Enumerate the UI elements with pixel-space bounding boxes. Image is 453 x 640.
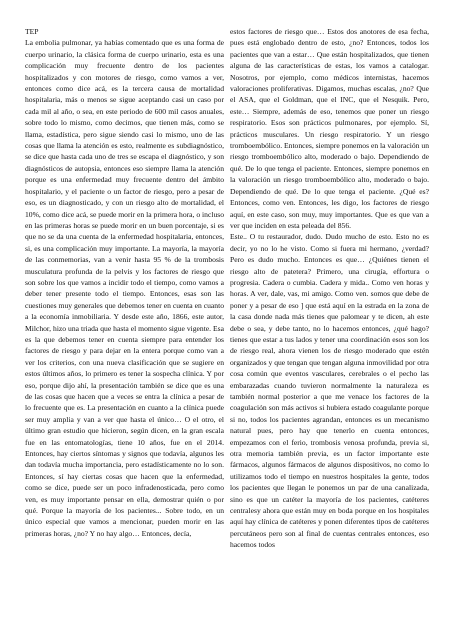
right-column bbox=[230, 26, 429, 551]
right-column-text: estos factores de riesgo que… Estos dos anotores de esa fecha, pues está englobado dentro de esto, ¿no? Entonces, todos los pacientes que van a estar… Que están hospitalizados, que tienen alguna de las características de estas, los vamos a catalogar. Nosotros, por ejemplo, como médicos internistas, hacemos valoraciones proliferativas. Digamos, muchas escalas, ¿no? Que el ASA, que el Goldman, que el INC, que el Nesquik. Pero, este… Siempre, además de eso, tenemos que poner un riesgo respiratorio. Esos son prácticos pulmonares, por ejemplo. Sí, prácticos musculares. Un riesgo respiratorio. Y un riesgo tromboembólico. Entonces, siempre ponemos en la valoración un riesgo tromboembólico alto, moderado o bajo. Dependiendo de qué. De lo que tenga el paciente. Entonces, siempre ponemos en la valoración un riesgo tromboembólico alto, moderado o bajo. Dependiendo de qué. De lo que tenga el paciente. ¿Qué es? Entonces, como ven. Entonces, les digo, los factores de riesgo aquí, en este caso, son muy, muy importantes. Que es que van a ver que inciden en esta peleada del 856. Este.. O tu restaurador, dudo. Dudo mucho de esto. Esto no es decir, yo no lo he visto. Como si fuera mi hermano, ¿verdad? Pero es dudo mucho. Entonces es que… ¿Quiénes tienen el riesgo alto de patetera? Primero, una cirugía, effortura o progresia. Cadera o cumbia. Cadera y mida.. Como ven horas y horas. A ver, dale, vas, mi amigo. Como ven. somos que debe de poner y a pesar de eso ] que está aquí en la estrada en la zona de la casa donde nada más tienes que palomear y te dicen, ah este debe o sea, y debe tanto, no lo hacemos entonces, ¿qué hago? tienes que estar a tus lados y tener una coordinación esos son los de riesgo real, ahora vienen los de riesgo moderado que estén organizados y que tengan que tengan alguna inmovilidad por otra cosa común que eventos vasculares, cerebrales o el pecho las embarazadas cuando tuvieron normalmente la naturaleza es también normal posterior a que me venace los factores de la coagulación son más activos si hubiera estado coagulante porque si no, todos los pacientes agrandan, entonces es un mecanismo natural pues, pero hay que tenerlo en cuenta entonces, empezamos con el ferio, trombosis venosa profunda, previa si, otra memoria también previa, es un factor importante este fármacos, algunos fármacos de algunos dispositivos, no como lo utilizamos todo el tiempo en nuestros hospitales la gente, todos los pacientes que llegan le ponemos un par de una canalizada, sino es que un catéter la mayoría de los pacientes, catéteres centralesy ahora que están muy en boda porque en los hospitales aquí hay clínica de catéteres y ponen diferentes tipos de catéteres percutáneos pero son al final de cuentas centrales entonces, eso hacemos todos bbox=[230, 27, 429, 550]
left-column bbox=[25, 26, 224, 539]
left-column-text: La embolia pulmonar, ya habías comentado que es una forma de cuerpo urinario, la clásica forma de cuerpo urinario, esta es una complicación muy frecuente dentro de los pacientes hospitalizados y con motores de riesgo, como vamos a ver, entonces como dice acá, es la tercera causa de mortalidad hospitalaria, más o menos se sigue aceptando casi un caso por cada mil al año, o sea, en este periodo de 600 mil casos anuales, sobre todo lo mismo, como decimos, que tienen más, como se llama, estadística, pero sigue siendo casi lo mismo, uno de las cosas que llama la atención es esto, realmente es subdiagnóstico, se dice que hasta cada uno de tres se escapa el diagnóstico, y son diagnósticos de autopsia, entonces eso siempre llama la atención porque es una enfermedad muy frecuente dentro del ámbito hospitalario, y el paciente o un factor de riesgo, pero a pesar de eso, es un diagnosticado, y con un riesgo alto de mortalidad, el 10%, como dice acá, se puede morir en la primera hora, o incluso en las primeras horas se puede morir en un buen porcentaje, si es que no se da una cuenta de la enfermedad hospitalaria, entonces, si, es una complicación muy importante. La mayoría, la mayoría de las conmemorias, van a venir hasta 95 % de la trombosis musculatura profunda de la pelvis y los factores de riesgo que son sobre los que vamos a incidir todo el tiempo, como vamos a deber tener presente todo el tiempo. Entonces, esas son las cuestiones muy generales que debemos tener en cuenta en cuanto a la economía inmobiliaria. Y desde este año, 1866, este autor, Milchor, hizo una triada que hasta el momento sigue vigente. Esa es la que debemos tener en cuenta siempre para entender los factores de riesgo y para dejar en la entera porque como van a ver los criterios, con una nueva clasificación que se sugiere en estos últimos años, lo primero es tener la sospecha clínica. Y por eso, porque dijo ahí, la presentación también se dice que es una de las cosas que hacen que a veces se entra la clínica a pesar de lo frecuente que es. La presentación en cuanto a la clínica puede ser muy amplia y van a ver que hasta el único… O el otro, el último gran estudio que hicieron, según dicen, en la gran escala fue en las entomatologías, tiene 10 años, fue en el 2014. Entonces, hay ciertos síntomas y signos que todavía, algunos les dan todavía mucha importancia, pero estadísticamente no lo son. Entonces, sí hay ciertas cosas que hacen que la enfermedad, como se dice, puede ser un poco infradenosticada, pero como ven, es muy importante pensar en ella, demostrar quién o por qué. Porque la mayoría de los pacientes... Sobre todo, en un único especial que vamos a mencionar, pueden morir en las primeras horas, ¿no? Y no hay algo… Entonces, decía, bbox=[25, 38, 224, 538]
document-title: TEP bbox=[25, 27, 39, 36]
